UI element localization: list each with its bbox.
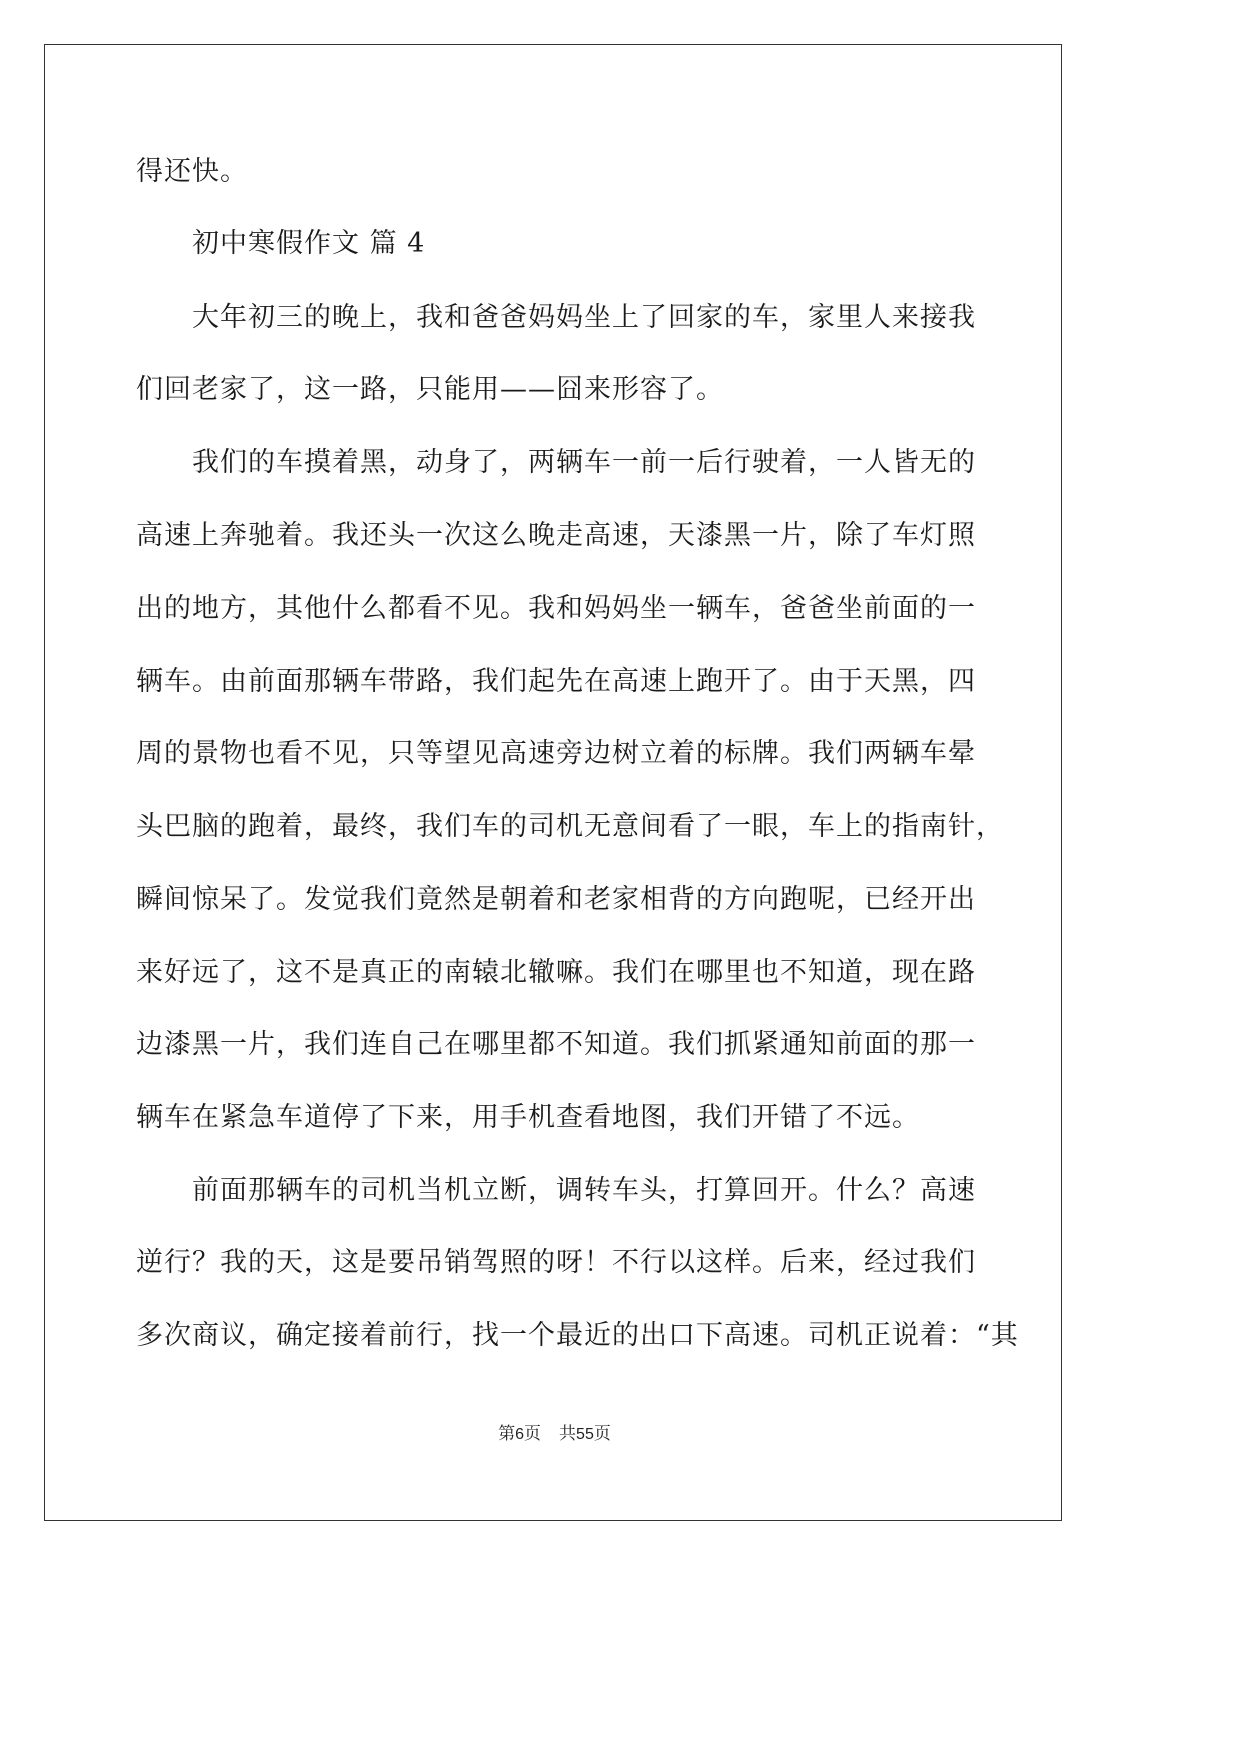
text-line: 瞬间惊呆了。发觉我们竟然是朝着和老家相背的方向跑呢，已经开出 <box>136 884 976 915</box>
text-line: 们回老家了，这一路，只能用——囧来形容了。 <box>136 374 724 405</box>
text-line: 得还快。 <box>136 156 248 187</box>
page-number: 6 <box>515 1426 525 1443</box>
text-line: 逆行？我的天，这是要吊销驾照的呀！不行以这样。后来，经过我们 <box>136 1247 976 1278</box>
text-line: 我们的车摸着黑，动身了，两辆车一前一后行驶着，一人皆无的 <box>192 447 976 478</box>
text-line: 头巴脑的跑着，最终，我们车的司机无意间看了一眼，车上的指南针， <box>136 811 1004 842</box>
page-prefix: 第 <box>498 1424 516 1444</box>
text-line: 辆车在紧急车道停了下来，用手机查看地图，我们开错了不远。 <box>136 1102 920 1133</box>
page-suffix: 页 <box>524 1424 542 1444</box>
text-line: 前面那辆车的司机当机立断，调转车头，打算回开。什么？高速 <box>192 1175 976 1206</box>
text-line: 周的景物也看不见，只等望见高速旁边树立着的标牌。我们两辆车晕 <box>136 738 976 769</box>
page-border <box>44 44 1062 1521</box>
text-line: 来好远了，这不是真正的南辕北辙嘛。我们在哪里也不知道，现在路 <box>136 957 976 988</box>
text-line: 辆车。由前面那辆车带路，我们起先在高速上跑开了。由于天黑，四 <box>136 666 976 697</box>
page-footer <box>0 1422 1109 1447</box>
text-line: 高速上奔驰着。我还头一次这么晚走高速，天漆黑一片，除了车灯照 <box>136 520 976 551</box>
text-line: 大年初三的晚上，我和爸爸妈妈坐上了回家的车，家里人来接我 <box>192 302 976 333</box>
section-heading: 初中寒假作文 篇 4 <box>192 228 426 259</box>
total-suffix: 页 <box>593 1424 611 1444</box>
text-line: 边漆黑一片，我们连自己在哪里都不知道。我们抓紧通知前面的那一 <box>136 1029 976 1060</box>
text-line: 多次商议，确定接着前行，找一个最近的出口下高速。司机正说着：“其 <box>136 1320 1019 1351</box>
text-line: 出的地方，其他什么都看不见。我和妈妈坐一辆车，爸爸坐前面的一 <box>136 593 976 624</box>
total-prefix: 共 <box>559 1424 577 1444</box>
total-pages: 55 <box>576 1426 594 1443</box>
